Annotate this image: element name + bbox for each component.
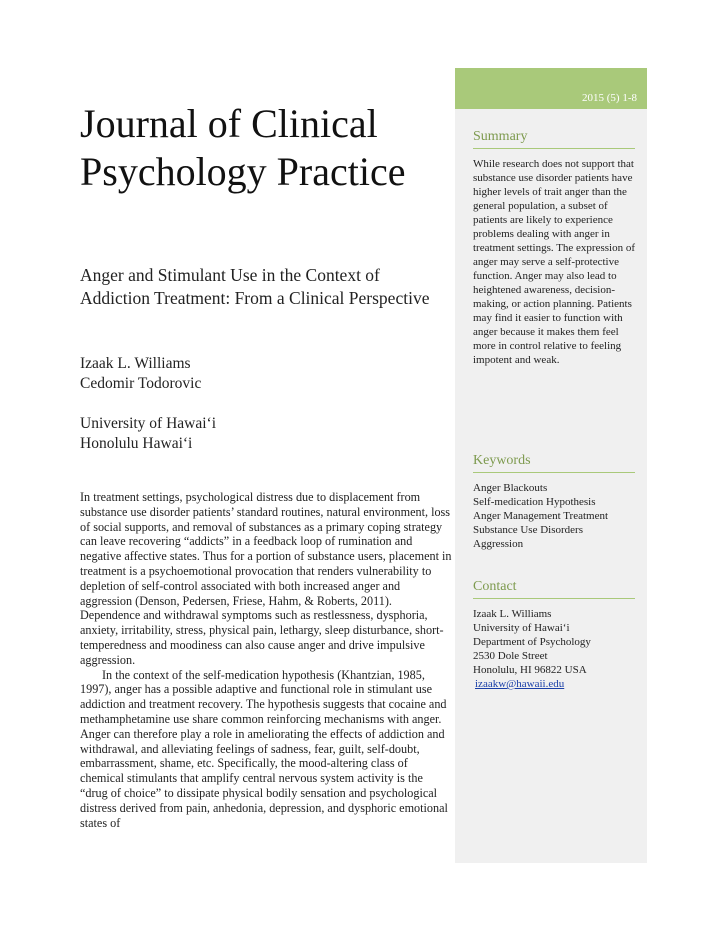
body-paragraph: In the context of the self-medication hypothesis (Khantzian, 1985, 1997), anger has a possible adaptive and functional role in stimulant use addiction and treatment recovery. The hypothesis suggests that cocaine and methamphetamine use share common reinforcing mechanisms with anger. Anger can therefore play a role in ameliorating the effects of addiction and withdrawal, and alleviating feelings of sadness, fear, guilt, self-doubt, embarrassment, shame, etc. Specifically, the mood-altering class of chemical stimulants that amplify central nervous system activity is the “drug of choice” to dissipate physical bodily sensation and psychological distress derived from pain, anhedonia, depression, and dysphoric emotional states of (80, 667, 448, 830)
summary-heading: Summary (473, 129, 635, 149)
summary-text: While research does not support that substance use disorder patients have higher levels of trait anger than the general population, a subset of patients are likely to experience problems dealing with anger in treatment settings. The expression of anger may serve a self-protective function. Anger may also lead to heightened awareness, decision-making, or action planning. Patients may find it easier to function with anger because it makes them feel more in control relative to feeling impotent and weak. (473, 158, 636, 366)
contact-line: Izaak L. Williams (473, 608, 552, 620)
affiliation-line: University of Hawai‘i (80, 415, 217, 432)
keyword-item: Self-medication Hypothesis (473, 496, 596, 508)
keyword-item: Anger Management Treatment (473, 510, 609, 522)
journal-title: Journal of Clinical Psychology Practice (80, 101, 406, 194)
contact-details (473, 607, 635, 691)
summary-section (473, 129, 635, 367)
keyword-item: Aggression (473, 538, 524, 550)
keywords-heading: Keywords (473, 453, 635, 473)
contact-line: Honolulu, HI 96822 USA (473, 664, 587, 676)
contact-line: Department of Psychology (473, 636, 591, 648)
author-list (80, 354, 440, 394)
sidebar-header-bar (455, 68, 647, 109)
article-title: Anger and Stimulant Use in the Context of Addiction Treatment: From a Clinical Perspective (80, 265, 430, 308)
contact-section (473, 579, 635, 691)
author-name: Izaak L. Williams (80, 355, 191, 372)
keyword-item: Substance Use Disorders (473, 524, 583, 536)
affiliation-line: Honolulu Hawai‘i (80, 435, 193, 452)
article-body (80, 490, 452, 830)
issue-number: 2015 (5) 1-8 (582, 92, 637, 104)
author-name: Cedomir Todorovic (80, 375, 202, 392)
affiliation (80, 414, 440, 454)
sidebar (455, 68, 647, 863)
contact-line: 2530 Dole Street (473, 650, 548, 662)
keyword-item: Anger Blackouts (473, 482, 548, 494)
contact-line: University of Hawai‘i (473, 622, 570, 634)
contact-heading: Contact (473, 579, 635, 599)
keywords-section (473, 453, 635, 551)
body-paragraph: In treatment settings, psychological distress due to displacement from substance use disorder patients’ standard routines, natural environment, loss of social supports, and removal of substances as a primary coping strategy can leave recovering “addicts” in a feedback loop of rumination and negative affective states. Thus for a portion of substance users, placement in treatment is a psychoemotional provocation that renders vulnerability to depletion of self-control associated with both increased anger and aggression (Denson, Pedersen, Friese, Hahm, & Roberts, 2011). Dependence and withdrawal symptoms such as restlessness, dysphoria, anxiety, irritability, stress, physical pain, lethargy, sleep disturbance, short-temperedness and moodiness can also cause anger and drive impulsive aggression. (80, 490, 452, 667)
contact-email-link[interactable]: izaakw@hawaii.edu (475, 678, 565, 690)
keywords-list (473, 481, 635, 551)
